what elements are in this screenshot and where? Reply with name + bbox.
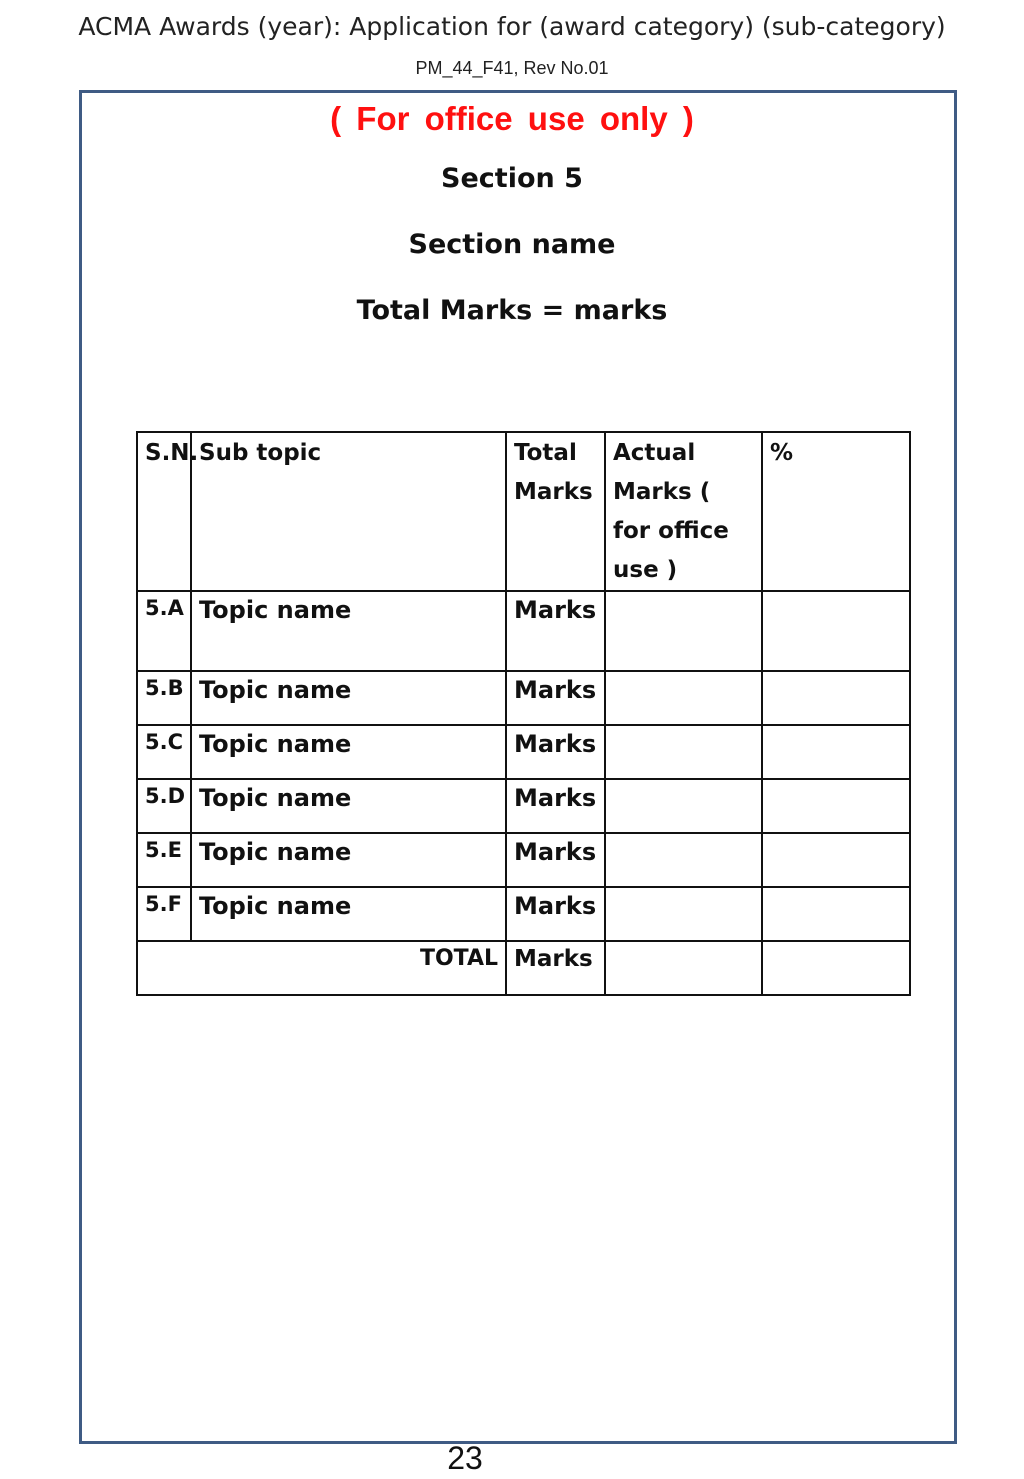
table-header-row	[137, 432, 910, 591]
row-percent-cell[interactable]	[762, 671, 910, 725]
section-total-marks: Total Marks = marks	[356, 295, 668, 326]
table-row	[137, 725, 910, 779]
row-sn: 5.D	[137, 779, 191, 833]
row-percent-cell[interactable]	[762, 725, 910, 779]
row-total-marks: Marks	[506, 779, 605, 833]
table-row	[137, 591, 910, 671]
row-sn: 5.F	[137, 887, 191, 941]
row-sn: 5.B	[137, 671, 191, 725]
row-actual-marks-cell[interactable]	[605, 591, 762, 671]
table-row	[137, 833, 910, 887]
row-percent-cell[interactable]	[762, 833, 910, 887]
header-total-marks: Total Marks	[506, 432, 605, 591]
office-use-note: ( For office use only )	[330, 100, 694, 137]
row-topic: Topic name	[191, 591, 506, 671]
row-percent-cell[interactable]	[762, 779, 910, 833]
row-topic: Topic name	[191, 725, 506, 779]
header-percent: %	[762, 432, 910, 591]
total-marks: Marks	[506, 941, 605, 995]
table-row	[137, 671, 910, 725]
row-actual-marks-cell[interactable]	[605, 671, 762, 725]
row-topic: Topic name	[191, 671, 506, 725]
row-percent-cell[interactable]	[762, 591, 910, 671]
row-total-marks: Marks	[506, 671, 605, 725]
table-row	[137, 779, 910, 833]
row-total-marks: Marks	[506, 591, 605, 671]
row-topic: Topic name	[191, 887, 506, 941]
row-topic: Topic name	[191, 833, 506, 887]
marks-table	[136, 431, 911, 996]
row-percent-cell[interactable]	[762, 887, 910, 941]
section-name: Section name	[408, 229, 616, 260]
row-actual-marks-cell[interactable]	[605, 725, 762, 779]
row-sn: 5.E	[137, 833, 191, 887]
total-label: TOTAL	[137, 941, 506, 995]
table-total-row	[137, 941, 910, 995]
row-total-marks: Marks	[506, 725, 605, 779]
row-topic: Topic name	[191, 779, 506, 833]
row-actual-marks-cell[interactable]	[605, 779, 762, 833]
header-sub-topic: Sub topic	[191, 432, 506, 591]
row-sn: 5.A	[137, 591, 191, 671]
row-sn: 5.C	[137, 725, 191, 779]
row-actual-marks-cell[interactable]	[605, 887, 762, 941]
row-actual-marks-cell[interactable]	[605, 833, 762, 887]
row-total-marks: Marks	[506, 887, 605, 941]
header-sn: S.N.	[137, 432, 191, 591]
section-number: Section 5	[441, 163, 583, 194]
form-reference: PM_44_F41, Rev No.01	[415, 58, 609, 78]
total-actual-marks-cell[interactable]	[605, 941, 762, 995]
table-row	[137, 887, 910, 941]
row-total-marks: Marks	[506, 833, 605, 887]
document-title: ACMA Awards (year): Application for (award category) (sub-category)	[78, 12, 946, 41]
page-number: 23	[447, 1440, 483, 1476]
total-percent-cell[interactable]	[762, 941, 910, 995]
header-actual-marks: Actual Marks ( for office use )	[605, 432, 762, 591]
